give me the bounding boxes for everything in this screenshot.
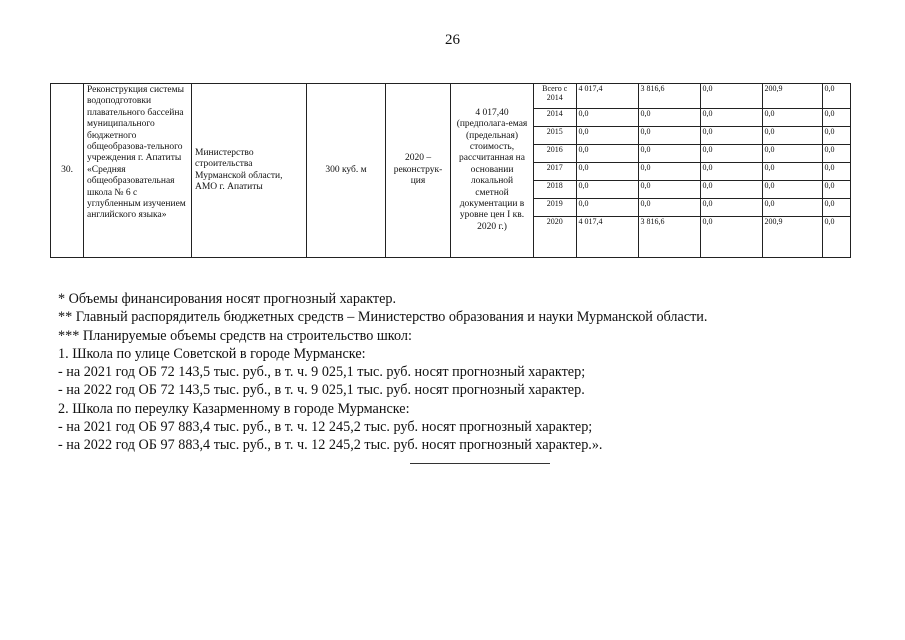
financing-total: 0,0 [576,163,638,181]
financing-total: 0,0 [576,127,638,145]
program-table [50,83,851,258]
page-number: 26 [445,32,460,48]
financing-year: 2015 [534,127,576,145]
financing-other: 0,0 [822,217,850,258]
financing-federal: 0,0 [700,109,762,127]
footnote-line: - на 2022 год ОБ 72 143,5 тыс. руб., в т. ч. 9 025,1 тыс. руб. носят прогнозный характер. [58,382,585,399]
financing-local: 0,0 [762,163,822,181]
estimated-cost: 4 017,40 (предполага-емая (предельная) стоимость, рассчитанная на основании локальной сметной документации в уровне цен I кв. 2020 г.) [451,84,534,258]
financing-regional: 0,0 [638,199,700,217]
financing-row [534,217,850,258]
financing-row [534,84,850,109]
financing-row [534,181,850,199]
period-cell: 2020 – реконструк-ция [386,84,451,258]
financing-other: 0,0 [822,199,850,217]
financing-federal: 0,0 [700,163,762,181]
financing-local: 200,9 [762,217,822,258]
financing-other: 0,0 [822,145,850,163]
financing-federal: 0,0 [700,145,762,163]
financing-table [534,84,850,257]
financing-year: 2018 [534,181,576,199]
financing-regional: 0,0 [638,181,700,199]
financing-regional: 0,0 [638,127,700,145]
capacity-cell: 300 куб. м [307,84,386,258]
financing-year: 2016 [534,145,576,163]
financing-federal: 0,0 [700,217,762,258]
financing-row [534,109,850,127]
financing-regional: 0,0 [638,145,700,163]
financing-row [534,163,850,181]
financing-total: 0,0 [576,181,638,199]
footnote-line: - на 2021 год ОБ 72 143,5 тыс. руб., в т. ч. 9 025,1 тыс. руб. носят прогнозный характер; [58,364,586,381]
footnote-line: ** Главный распорядитель бюджетных средств – Министерство образования и науки Мурманской области. [58,309,708,326]
financing-year: 2017 [534,163,576,181]
financing-year: 2019 [534,199,576,217]
financing-total: 0,0 [576,145,638,163]
financing-federal: 0,0 [700,127,762,145]
financing-year: Всего с 2014 [534,84,576,109]
financing-regional: 0,0 [638,109,700,127]
responsible-party: Министерство строительства Мурманской области, АМО г. Апатиты [192,84,307,258]
financing-federal: 0,0 [700,84,762,109]
financing-total: 0,0 [576,199,638,217]
financing-regional: 0,0 [638,163,700,181]
financing-total: 0,0 [576,109,638,127]
financing-local: 0,0 [762,181,822,199]
financing-total: 4 017,4 [576,84,638,109]
table-row [51,84,851,258]
financing-total: 4 017,4 [576,217,638,258]
footnote-line: 1. Школа по улице Советской в городе Мурманске: [58,345,366,362]
financing-local: 0,0 [762,127,822,145]
financing-row [534,199,850,217]
footnote-line: * Объемы финансирования носят прогнозный характер. [58,291,397,307]
financing-year: 2020 [534,217,576,258]
financing-row [534,145,850,163]
financing-cell [534,84,851,258]
row-number: 30. [51,84,84,258]
footnote-line: 2. Школа по переулку Казарменному в городе Мурманске: [58,400,410,417]
end-separator-line [410,463,550,464]
object-name: Реконструкция системы водоподготовки плавательного бассейна муниципального бюджетного общеобразова-тельного учреждения г. Апатиты «Средняя общеобразовательная школа № 6 с углубленным изучением английского языка» [84,84,192,258]
financing-other: 0,0 [822,84,850,109]
financing-rows [534,84,850,257]
financing-federal: 0,0 [700,199,762,217]
footnotes [58,290,858,455]
footnote-line: *** Планируемые объемы средств на строительство школ: [58,327,412,344]
footnote-line: - на 2022 год ОБ 97 883,4 тыс. руб., в т. ч. 12 245,2 тыс. руб. носят прогнозный характер.». [58,437,603,454]
financing-row [534,127,850,145]
financing-federal: 0,0 [700,181,762,199]
financing-other: 0,0 [822,181,850,199]
financing-local: 0,0 [762,109,822,127]
financing-local: 200,9 [762,84,822,109]
financing-regional: 3 816,6 [638,217,700,258]
financing-other: 0,0 [822,127,850,145]
financing-other: 0,0 [822,109,850,127]
financing-regional: 3 816,6 [638,84,700,109]
financing-year: 2014 [534,109,576,127]
financing-other: 0,0 [822,163,850,181]
footnote-line: - на 2021 год ОБ 97 883,4 тыс. руб., в т. ч. 12 245,2 тыс. руб. носят прогнозный характер; [58,419,593,436]
financing-local: 0,0 [762,199,822,217]
financing-local: 0,0 [762,145,822,163]
